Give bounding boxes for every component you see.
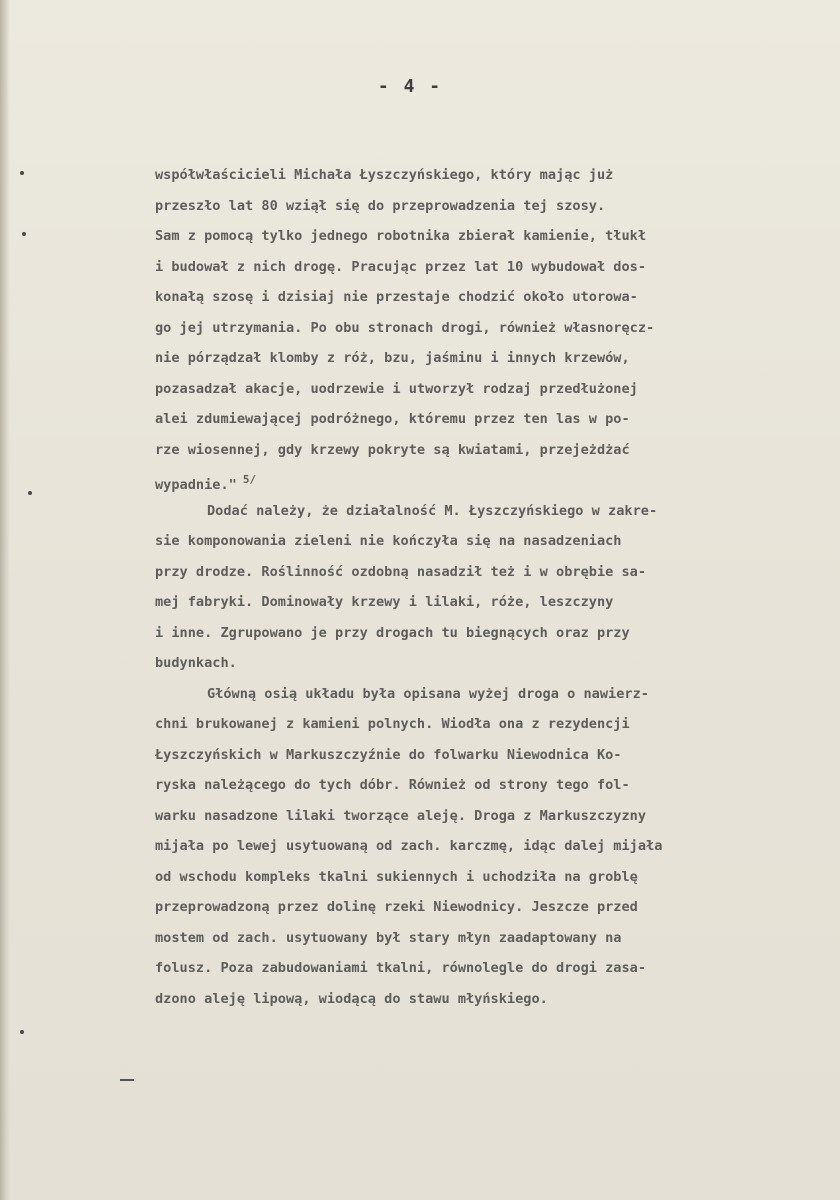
- text-line: przy drodze. Roślinność ozdobną nasadził też i w obrębie sa-: [155, 563, 647, 580]
- text-line: konałą szosę i dzisiaj nie przestaje chodzić około utorowa-: [155, 289, 638, 305]
- text-line: mej fabryki. Dominowały krzewy i lilaki, róże, leszczyny: [155, 594, 614, 610]
- footnote-reference: 5/: [242, 473, 257, 486]
- text-line: ryska należącego do tych dóbr. Również od strony tego fol-: [155, 777, 630, 793]
- page-binding-edge: [0, 0, 10, 1200]
- text-line: i inne. Zgrupowano je przy drogach tu biegnących oraz przy: [155, 624, 630, 641]
- margin-mark: [120, 1079, 134, 1081]
- text-line: Sam z pomocą tylko jednego robotnika zbierał kamienie, tłukł: [155, 228, 647, 244]
- text-line: go jej utrzymania. Po obu stronach drogi, również własnoręcz-: [155, 319, 655, 336]
- text-line: Łyszczyńskich w Markuszczyźnie do folwarku Niewodnica Ko-: [155, 746, 622, 763]
- text-line: mijała po lewej usytuowaną od zach. karczmę, idąc dalej mijała: [155, 838, 663, 854]
- text-line: Główną osią układu była opisana wyżej droga o nawierz-: [207, 685, 649, 702]
- text-line-content: wypadnie.": [155, 477, 237, 493]
- text-line: alei zdumiewającej podróżnego, któremu przez ten las w po-: [155, 411, 630, 427]
- text-line: nie pórządzał klomby z róż, bzu, jaśminu i innych krzewów,: [155, 350, 630, 366]
- text-line: od wschodu kompleks tkalni sukiennych i uchodziła na groblę: [155, 868, 638, 885]
- text-line: pozasadzał akacje, uodrzewie i utworzył rodzaj przedłużonej: [155, 380, 638, 397]
- text-line: sie komponowania zieleni nie kończyła się na nasadzeniach: [155, 533, 622, 549]
- text-line: mostem od zach. usytuowany był stary młyn zaadaptowany na: [155, 929, 622, 946]
- text-line: współwłaścicieli Michała Łyszczyńskiego, który mając już: [155, 167, 614, 183]
- document-body: [155, 160, 795, 1075]
- page-number: - 4 -: [377, 76, 443, 97]
- text-line: i budował z nich drogę. Pracując przez lat 10 wybudował dos-: [155, 258, 647, 275]
- text-line: folusz. Poza zabudowaniami tkalni, równolegle do drogi zasa-: [155, 960, 647, 976]
- punch-mark: [20, 1030, 24, 1034]
- punch-mark: [22, 232, 26, 236]
- text-line: [155, 465, 795, 496]
- text-line: budynkach.: [155, 655, 237, 671]
- text-line: Dodać należy, że działalność M. Łyszczyńskiego w zakre-: [207, 502, 658, 519]
- text-line: [155, 1014, 795, 1045]
- text-line: [155, 1045, 795, 1076]
- punch-mark: [20, 171, 24, 175]
- text-line: chni brukowanej z kamieni polnych. Wiodła ona z rezydencji: [155, 716, 630, 732]
- punch-mark: [28, 491, 32, 495]
- text-line: przeprowadzoną przez dolinę rzeki Niewodnicy. Jeszcze przed: [155, 899, 638, 915]
- text-line: warku nasadzone lilaki tworzące aleję. Droga z Markuszczyzny: [155, 807, 647, 824]
- text-line: dzono aleję lipową, wiodącą do stawu młyńskiego.: [155, 990, 548, 1007]
- text-line: przeszło lat 80 wziął się do przeprowadzenia tej szosy.: [155, 197, 606, 214]
- text-line: rze wiosennej, gdy krzewy pokryte są kwiatami, przejeżdżać: [155, 441, 630, 458]
